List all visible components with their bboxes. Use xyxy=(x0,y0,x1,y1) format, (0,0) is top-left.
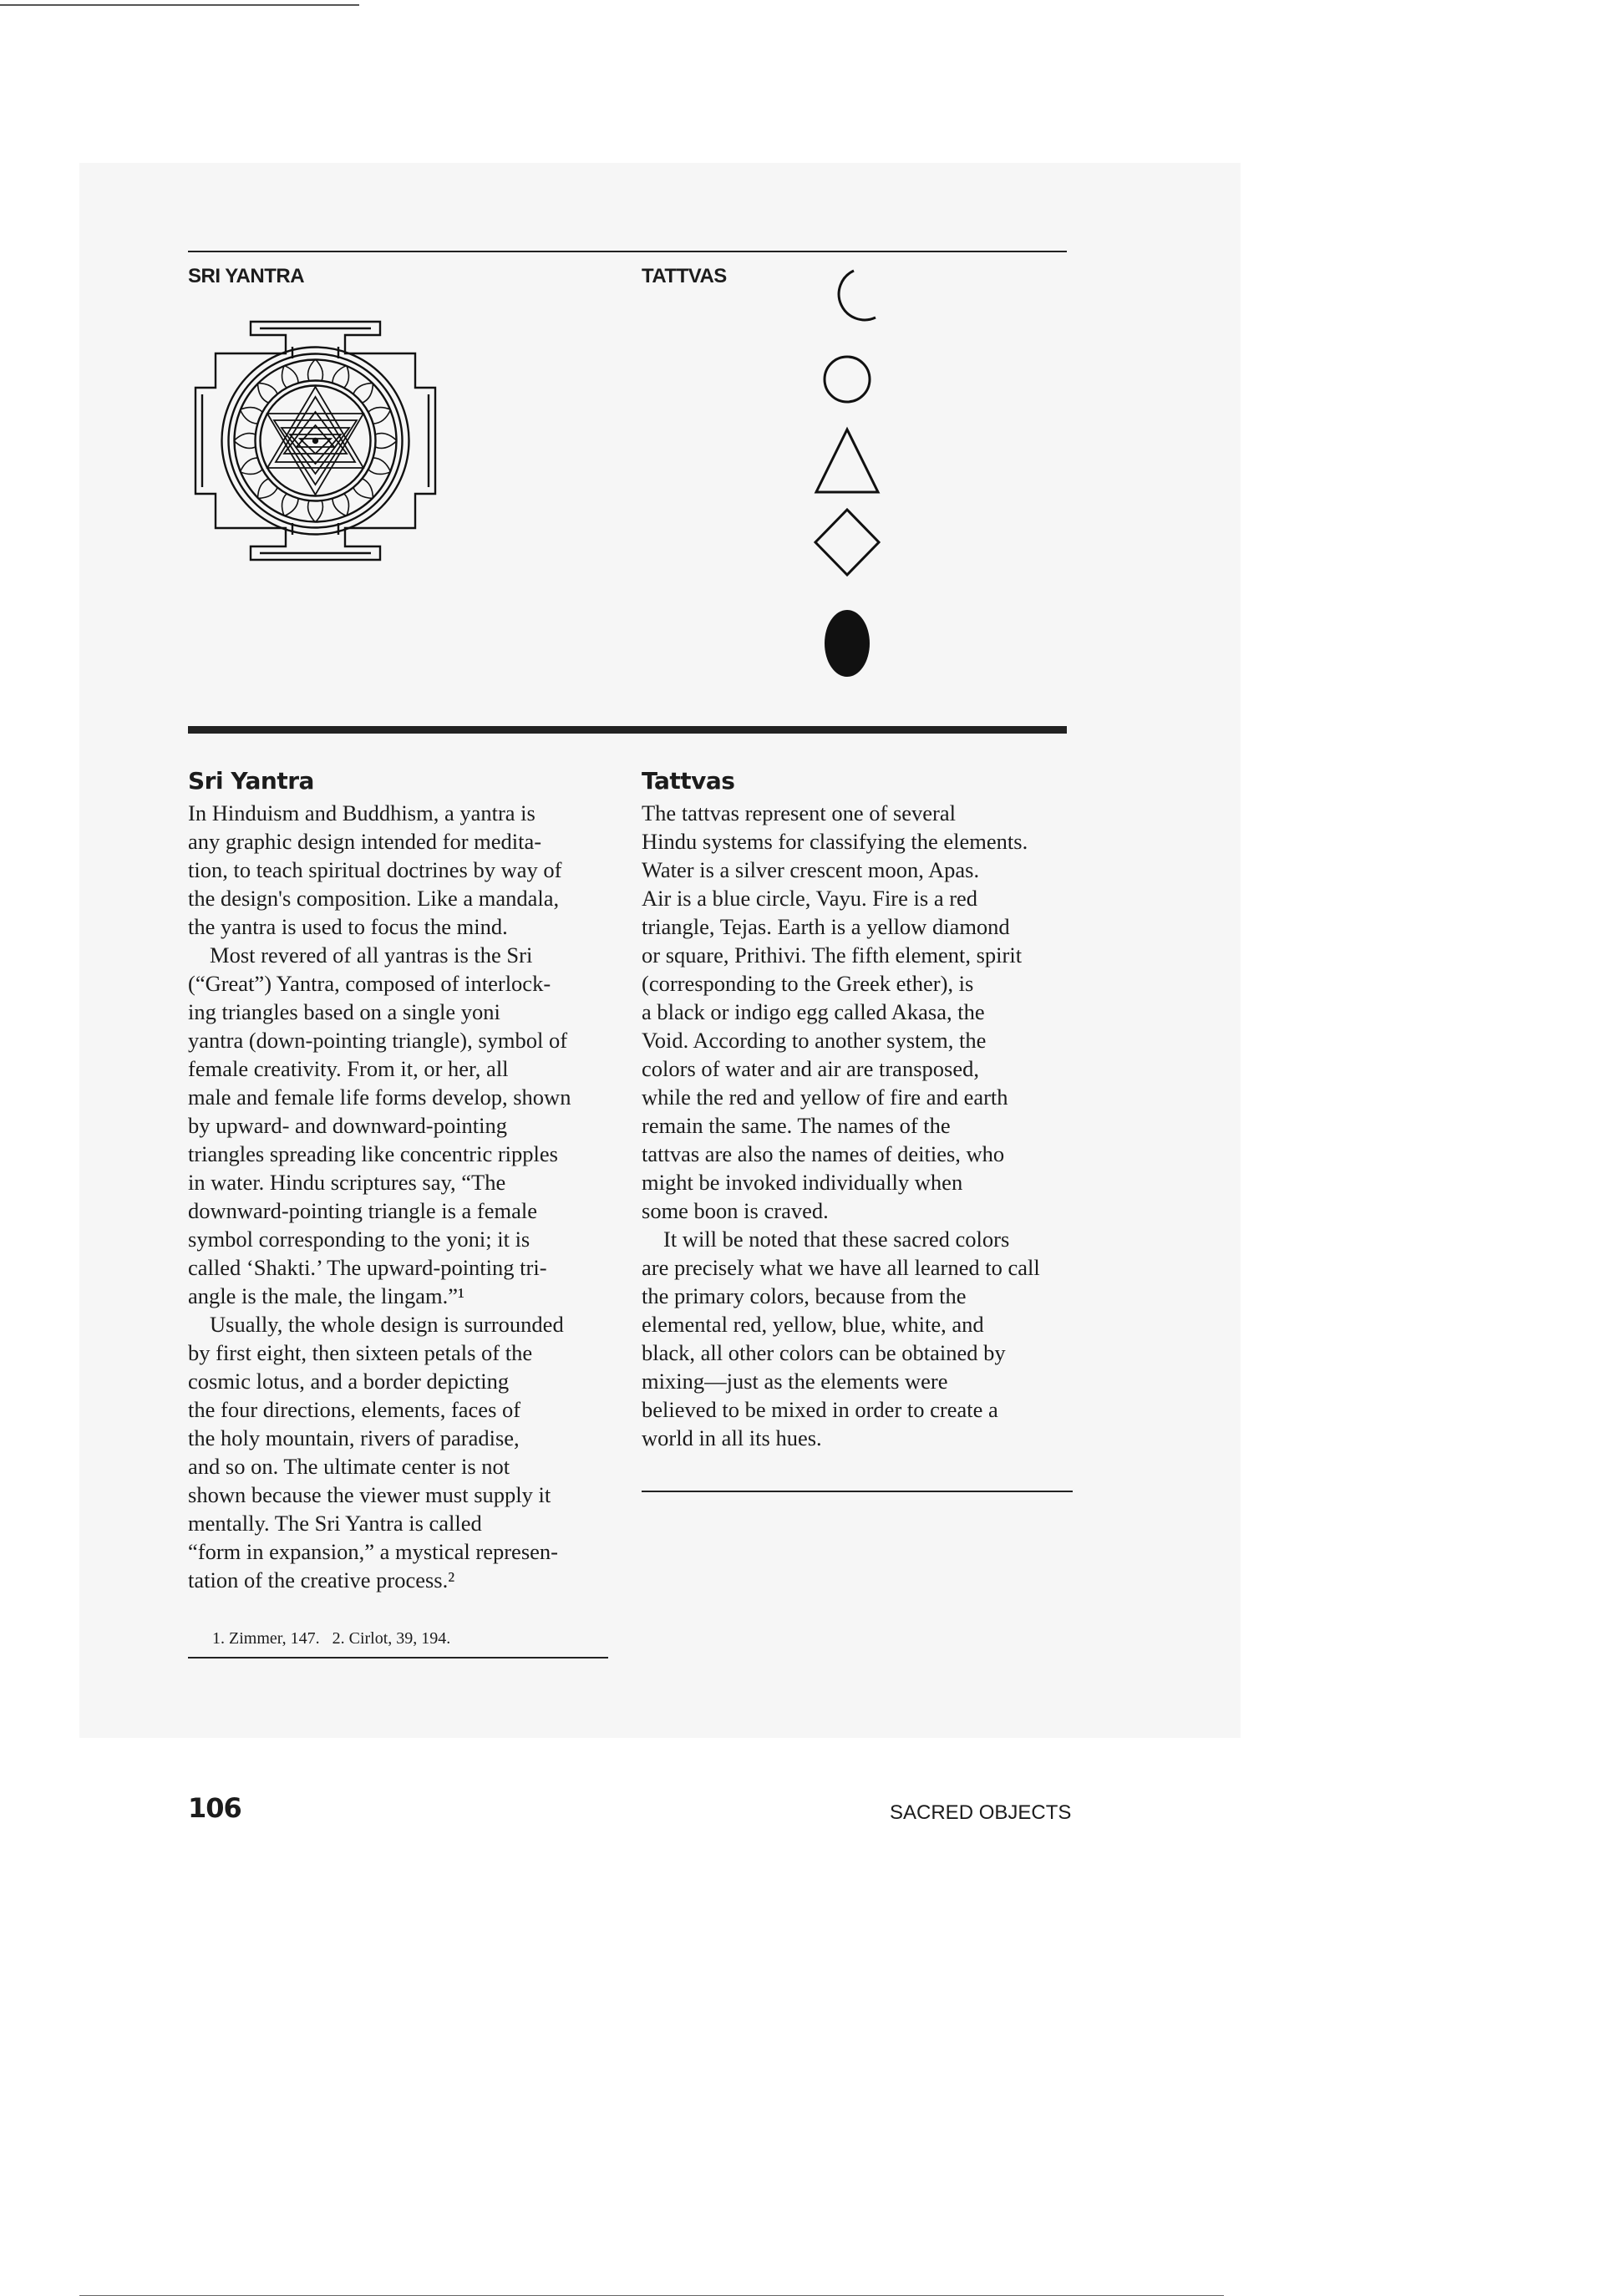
text-line: the primary colors, because from the xyxy=(642,1283,967,1308)
footnote-rule xyxy=(188,1657,608,1659)
text-line: while the red and yellow of fire and earth xyxy=(642,1085,1008,1110)
tattvas-heading: Tattvas xyxy=(642,767,735,795)
text-line: female creativity. From it, or her, all xyxy=(188,1056,509,1081)
text-line: tion, to teach spiritual doctrines by way of xyxy=(188,857,562,882)
text-line: in water. Hindu scriptures say, “The xyxy=(188,1170,506,1195)
circle-symbol xyxy=(825,357,870,402)
text-line: In Hinduism and Buddhism, a yantra is xyxy=(188,800,536,825)
text-line: Water is a silver crescent moon, Apas. xyxy=(642,857,980,882)
text-line: tation of the creative process.² xyxy=(188,1567,455,1592)
text-line: might be invoked individually when xyxy=(642,1170,963,1195)
figure-caption-tattvas: TATTVAS xyxy=(642,265,727,287)
text-line: downward-pointing triangle is a female xyxy=(188,1198,537,1223)
running-title: SACRED OBJECTS xyxy=(890,1801,1072,1824)
sri-yantra-figure xyxy=(188,313,443,568)
text-line: the yantra is used to focus the mind. xyxy=(188,914,508,939)
text-line: Void. According to another system, the xyxy=(642,1028,987,1053)
section-rule xyxy=(188,726,1067,734)
text-line: the holy mountain, rivers of paradise, xyxy=(188,1425,520,1450)
text-line: the four directions, elements, faces of xyxy=(188,1397,521,1422)
tattvas-body xyxy=(642,799,1076,1452)
text-line: ing triangles based on a single yoni xyxy=(188,999,500,1024)
sri-yantra-body xyxy=(188,799,622,1594)
text-line: Hindu systems for classifying the elements. xyxy=(642,829,1028,854)
text-line: “form in expansion,” a mystical represen- xyxy=(188,1539,558,1564)
text-line: called ‘Shakti.’ The upward-pointing tri- xyxy=(188,1255,547,1280)
text-line: the design's composition. Like a mandala, xyxy=(188,886,560,911)
egg-symbol xyxy=(825,610,870,677)
text-line: black, all other colors can be obtained by xyxy=(642,1340,1006,1365)
text-line: It will be noted that these sacred colors xyxy=(663,1227,1010,1252)
text-line: and so on. The ultimate center is not xyxy=(188,1454,510,1479)
text-line: mentally. The Sri Yantra is called xyxy=(188,1511,482,1536)
text-line: shown because the viewer must supply it xyxy=(188,1482,551,1507)
text-line: mixing—just as the elements were xyxy=(642,1369,948,1394)
text-line: male and female life forms develop, shown xyxy=(188,1085,571,1110)
text-line: The tattvas represent one of several xyxy=(642,800,956,825)
text-line: Most revered of all yantras is the Sri xyxy=(210,942,533,968)
sri-yantra-heading: Sri Yantra xyxy=(188,767,314,795)
text-line: triangles spreading like concentric ripples xyxy=(188,1141,558,1166)
text-line: (“Great”) Yantra, composed of interlock- xyxy=(188,971,551,996)
text-line: believed to be mixed in order to create a xyxy=(642,1397,998,1422)
page-number: 106 xyxy=(188,1792,241,1824)
text-line: some boon is craved. xyxy=(642,1198,829,1223)
text-line: cosmic lotus, and a border depicting xyxy=(188,1369,510,1394)
text-line: by first eight, then sixteen petals of the xyxy=(188,1340,533,1365)
footnotes: 1. Zimmer, 147. 2. Cirlot, 39, 194. xyxy=(212,1629,451,1648)
crescent-moon-symbol xyxy=(839,271,876,320)
text-line: world in all its hues. xyxy=(642,1425,822,1450)
diamond-symbol xyxy=(815,510,879,575)
top-rule xyxy=(188,251,1067,252)
text-line: yantra (down-pointing triangle), symbol of xyxy=(188,1028,568,1053)
figure-caption-sri-yantra: SRI YANTRA xyxy=(188,265,305,287)
text-line: Air is a blue circle, Vayu. Fire is a red xyxy=(642,886,978,911)
text-line: colors of water and air are transposed, xyxy=(642,1056,979,1081)
text-line: or square, Prithivi. The fifth element, spirit xyxy=(642,942,1023,968)
text-line: Usually, the whole design is surrounded xyxy=(210,1312,564,1337)
text-line: symbol corresponding to the yoni; it is xyxy=(188,1227,530,1252)
text-line: triangle, Tejas. Earth is a yellow diamond xyxy=(642,914,1010,939)
text-line: tattvas are also the names of deities, who xyxy=(642,1141,1005,1166)
tattvas-figure xyxy=(810,266,911,683)
article-end-rule xyxy=(642,1491,1073,1492)
scan-edge-line xyxy=(0,4,359,6)
text-line: by upward- and downward-pointing xyxy=(188,1113,507,1138)
text-line: a black or indigo egg called Akasa, the xyxy=(642,999,985,1024)
triangle-symbol xyxy=(816,429,878,492)
text-line: remain the same. The names of the xyxy=(642,1113,951,1138)
text-line: are precisely what we have all learned to call xyxy=(642,1255,1040,1280)
text-line: (corresponding to the Greek ether), is xyxy=(642,971,974,996)
text-line: angle is the male, the lingam.”¹ xyxy=(188,1283,464,1308)
text-line: elemental red, yellow, blue, white, and xyxy=(642,1312,984,1337)
text-line: any graphic design intended for medita- xyxy=(188,829,542,854)
